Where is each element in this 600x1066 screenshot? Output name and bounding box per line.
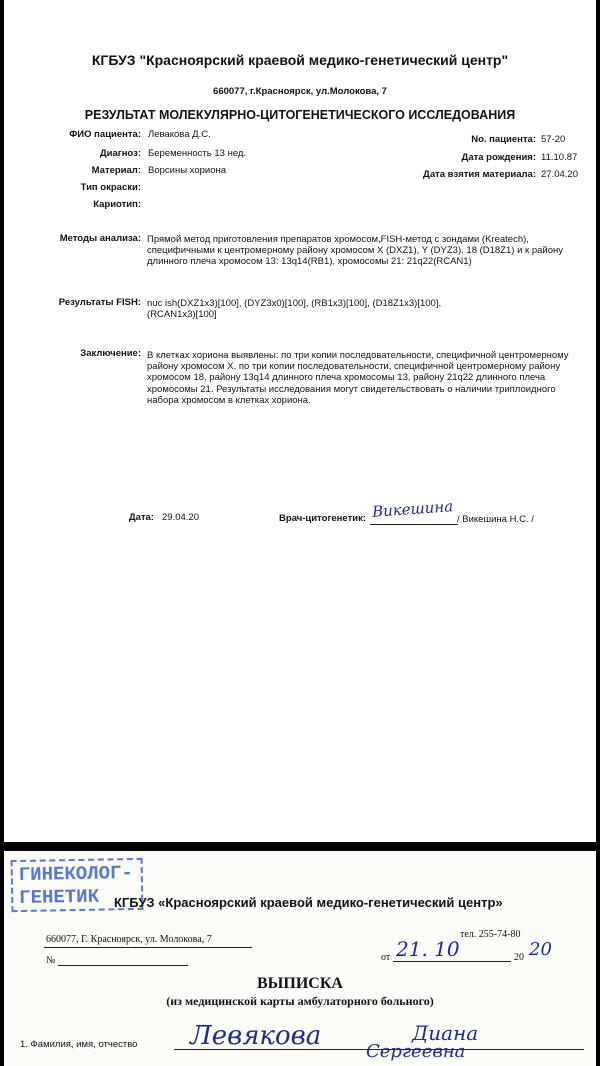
fish-line: (RCAN1x3)[100] [147, 309, 217, 321]
conclusion-text [147, 350, 592, 406]
sample-date-value: 27.04.20 [541, 169, 578, 180]
methods-line: Прямой метод приготовления препаратов хромосом,FISH-метод с зондами (Kreatech), [147, 234, 529, 245]
karyotype-label: Кариотип: [93, 199, 141, 210]
date-line [393, 961, 511, 962]
doctor-signature: Викешина [371, 497, 454, 521]
signature-line [370, 524, 458, 525]
given-name-hand: Диана [412, 1021, 479, 1045]
fish-results-label: Результаты FISH: [58, 297, 141, 308]
extract-year-prefix: 20 [514, 952, 524, 963]
number-line [58, 965, 188, 966]
doctor-name: / Викешина Н.С. / [457, 514, 534, 525]
birth-date-label: Дата рождения: [461, 152, 536, 163]
methods-text [147, 234, 592, 268]
patient-no-value: 57-20 [541, 134, 566, 145]
sample-date-label: Дата взятия материала: [423, 169, 536, 180]
report-date-label: Дата: [128, 512, 154, 523]
lab-report-page [4, 0, 596, 842]
conclusion-line: хромосом 18, району 13q14 длинного плеча хромосомы 13, району 21q22 длинного плеча [147, 372, 546, 384]
methods-line: длинного плеча хромосом 13: 13q14(RB1), хромосомы 21: 21q22(RCAN1) [147, 256, 472, 268]
patient-name-value: Левакова Д.С. [148, 129, 211, 140]
extract-subtitle: (из медицинской карты амбулаторного больного) [166, 994, 434, 1008]
diagnosis-value: Беременность 13 нед. [148, 148, 247, 159]
patronymic-hand: Сергеевна [366, 1041, 466, 1062]
conclusion-line: хромосомы 21. Результаты исследования могут свидетельствовать о наличии триплоидного [147, 383, 556, 395]
conclusion-line: району хромосом X, по три копии последовательности, специфичной центромерному району [147, 361, 561, 373]
address-underline [44, 947, 252, 948]
birth-date-value: 11.10.87 [541, 152, 578, 163]
extract-from-label: от [381, 952, 391, 963]
material-value: Ворсины хориона [148, 165, 227, 176]
conclusion-line: набора хромосом в клетках хориона. [147, 394, 311, 406]
extract-address: 660077, Г. Красноярск, ул. Молокова, 7 [46, 934, 212, 945]
material-label: Материал: [91, 165, 141, 176]
stamp-line: ГЕНЕТИК [19, 885, 100, 910]
conclusion-line: В клетках хориона выявлены: по три копии последовательности, специфичной центромерному [147, 350, 569, 361]
report-title: РЕЗУЛЬТАТ МОЛЕКУЛЯРНО-ЦИТОГЕНЕТИЧЕСКОГО ИССЛЕДОВАНИЯ [84, 108, 516, 122]
surname-hand: Левякова [190, 1021, 322, 1051]
extract-page [4, 851, 596, 1066]
extract-number-label: № [46, 955, 56, 966]
report-address: 660077, г.Красноярск, ул.Молокова, 7 [213, 86, 387, 97]
name-field-label: 1. Фамилия, имя, отчество [20, 1039, 138, 1050]
stamp-line: ГИНЕКОЛОГ- [18, 862, 134, 887]
patient-no-label: No. пациента: [471, 134, 536, 145]
extract-year-hand: 20 [529, 939, 552, 960]
diagnosis-label: Диагноз: [99, 148, 141, 159]
patient-name-label: ФИО пациента: [69, 129, 141, 140]
methods-line: специфичными к центромерному району хромосом X (DXZ1), Y (DYZ3), 18 (D18Z1) и к району [147, 245, 563, 257]
extract-date-hand: 21. 10 [396, 937, 460, 961]
extract-org: КГБУЗ «Красноярский краевой медико-генетический центр» [114, 895, 503, 910]
fish-results-text [147, 298, 592, 320]
stain-type-label: Тип окраски: [80, 182, 141, 193]
methods-label: Методы анализа: [59, 233, 141, 244]
extract-phone: тел. 255-74-80 [460, 929, 521, 940]
report-date-value: 29.04.20 [162, 512, 199, 523]
report-org: КГБУЗ "Красноярский краевой медико-генетический центр" [91, 52, 509, 68]
doctor-label: Врач-цитогенетик: [279, 513, 366, 524]
conclusion-label: Заключение: [80, 348, 141, 359]
fish-line: nuc ish(DXZ1x3)[100], (DYZ3x0)[100], (RB1x3)[100], (D18Z1x3)[100], [147, 298, 442, 309]
extract-title: ВЫПИСКА [257, 975, 343, 992]
